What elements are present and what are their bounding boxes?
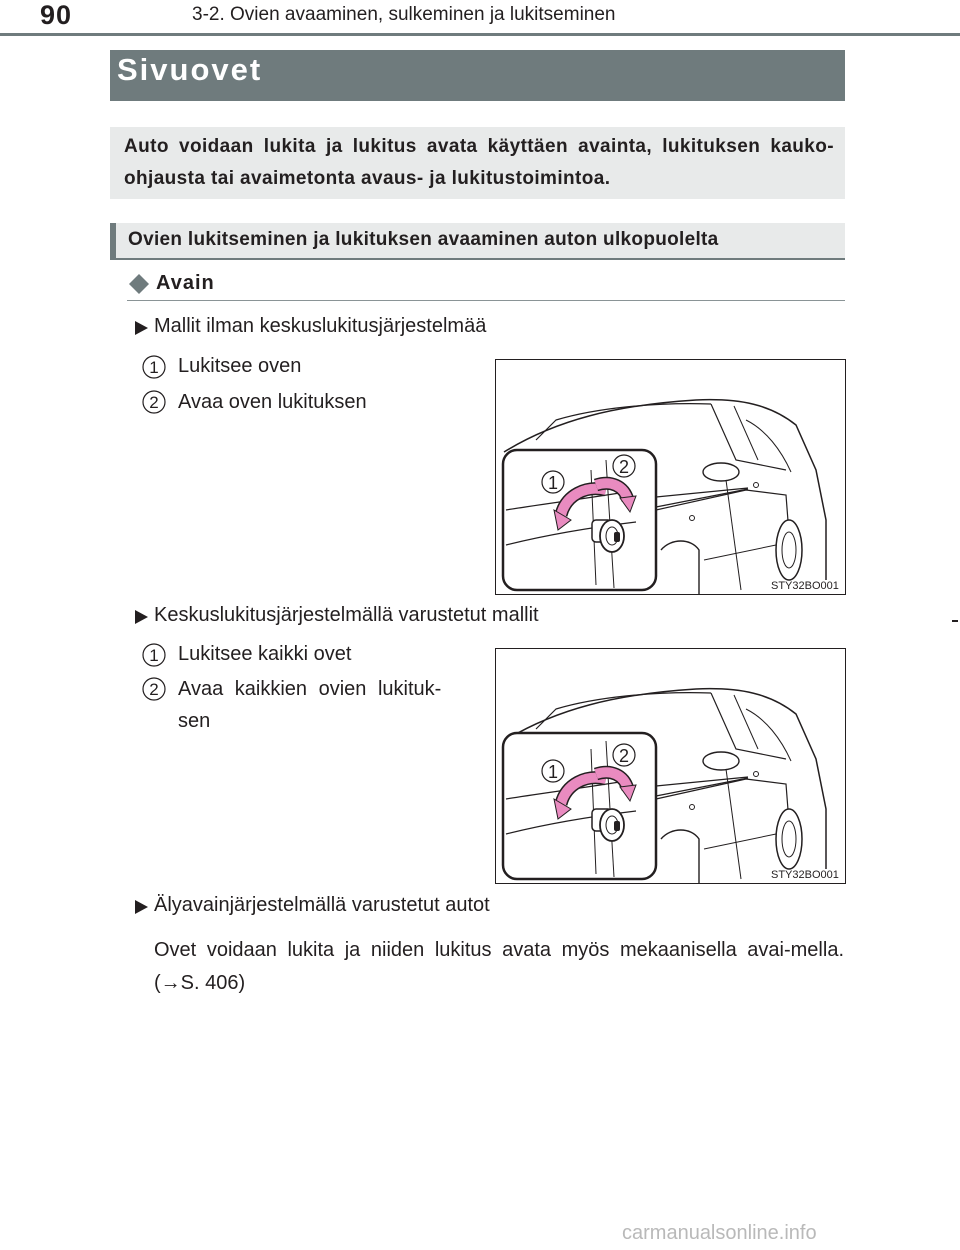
smart-key-note: Ovet voidaan lukita ja niiden lukitus avata myös mekaanisella avai-mella. (→S. 406) bbox=[154, 939, 844, 994]
section-title: Sivuovet bbox=[117, 52, 263, 87]
group-1-item-2: Avaa oven lukituksen bbox=[178, 391, 367, 413]
triangle-bullet-icon bbox=[133, 899, 149, 915]
figure-door-lock-1 bbox=[495, 359, 846, 595]
header-rule bbox=[0, 33, 960, 36]
page-number: 90 bbox=[40, 0, 73, 30]
circled-number-icon bbox=[142, 677, 166, 706]
triangle-bullet-icon bbox=[133, 609, 149, 625]
group-2-bullet: Keskuslukitusjärjestelmällä varustetut mallit bbox=[154, 604, 539, 626]
watermark: carmanualsonline.info bbox=[622, 1222, 817, 1244]
item-number: 2 bbox=[149, 393, 159, 412]
figure-code: STY32BO001 bbox=[771, 580, 839, 592]
group-1-item-1: Lukitsee oven bbox=[178, 355, 302, 377]
group-2-item-1: Lukitsee kaikki ovet bbox=[178, 643, 352, 665]
circled-number-icon bbox=[142, 390, 166, 419]
figure-callout: 1 bbox=[547, 473, 559, 493]
group-1-bullet: Mallit ilman keskuslukitusjärjestelmää bbox=[154, 315, 487, 337]
diamond-bullet-icon bbox=[128, 273, 150, 295]
car-door-illustration bbox=[496, 649, 845, 883]
figure-callout: 2 bbox=[618, 457, 630, 477]
running-head: 3-2. Ovien avaaminen, sulkeminen ja lukitseminen bbox=[192, 4, 616, 25]
figure-callout: 2 bbox=[618, 746, 630, 766]
circled-number-icon bbox=[142, 355, 166, 384]
subsection-rule bbox=[110, 258, 845, 260]
group-2-item-2-cont: sen bbox=[178, 710, 211, 732]
item-number: 2 bbox=[149, 680, 159, 699]
figure-callout: 1 bbox=[547, 762, 559, 782]
car-door-illustration bbox=[496, 360, 845, 594]
figure-code: STY32BO001 bbox=[771, 869, 839, 881]
triangle-bullet-icon bbox=[133, 320, 149, 336]
key-heading-rule bbox=[127, 300, 845, 301]
item-number: 1 bbox=[149, 646, 159, 665]
key-heading: Avain bbox=[156, 272, 215, 294]
circled-number-icon bbox=[142, 643, 166, 672]
item-number: 1 bbox=[149, 358, 159, 377]
figure-door-lock-2 bbox=[495, 648, 846, 884]
subsection-title: Ovien lukitseminen ja lukituksen avaaminen auton ulkopuolelta bbox=[128, 229, 719, 250]
intro-text: Auto voidaan lukita ja lukitus avata käyttäen avainta, lukituksen kauko-ohjausta tai avaimetonta avaus- ja lukitustoimintoa. bbox=[124, 136, 834, 189]
group-2-item-2: Avaa kaikkien ovien lukituk- bbox=[178, 678, 442, 700]
group-3-bullet: Älyavainjärjestelmällä varustetut autot bbox=[154, 894, 490, 916]
margin-mark bbox=[952, 620, 958, 622]
